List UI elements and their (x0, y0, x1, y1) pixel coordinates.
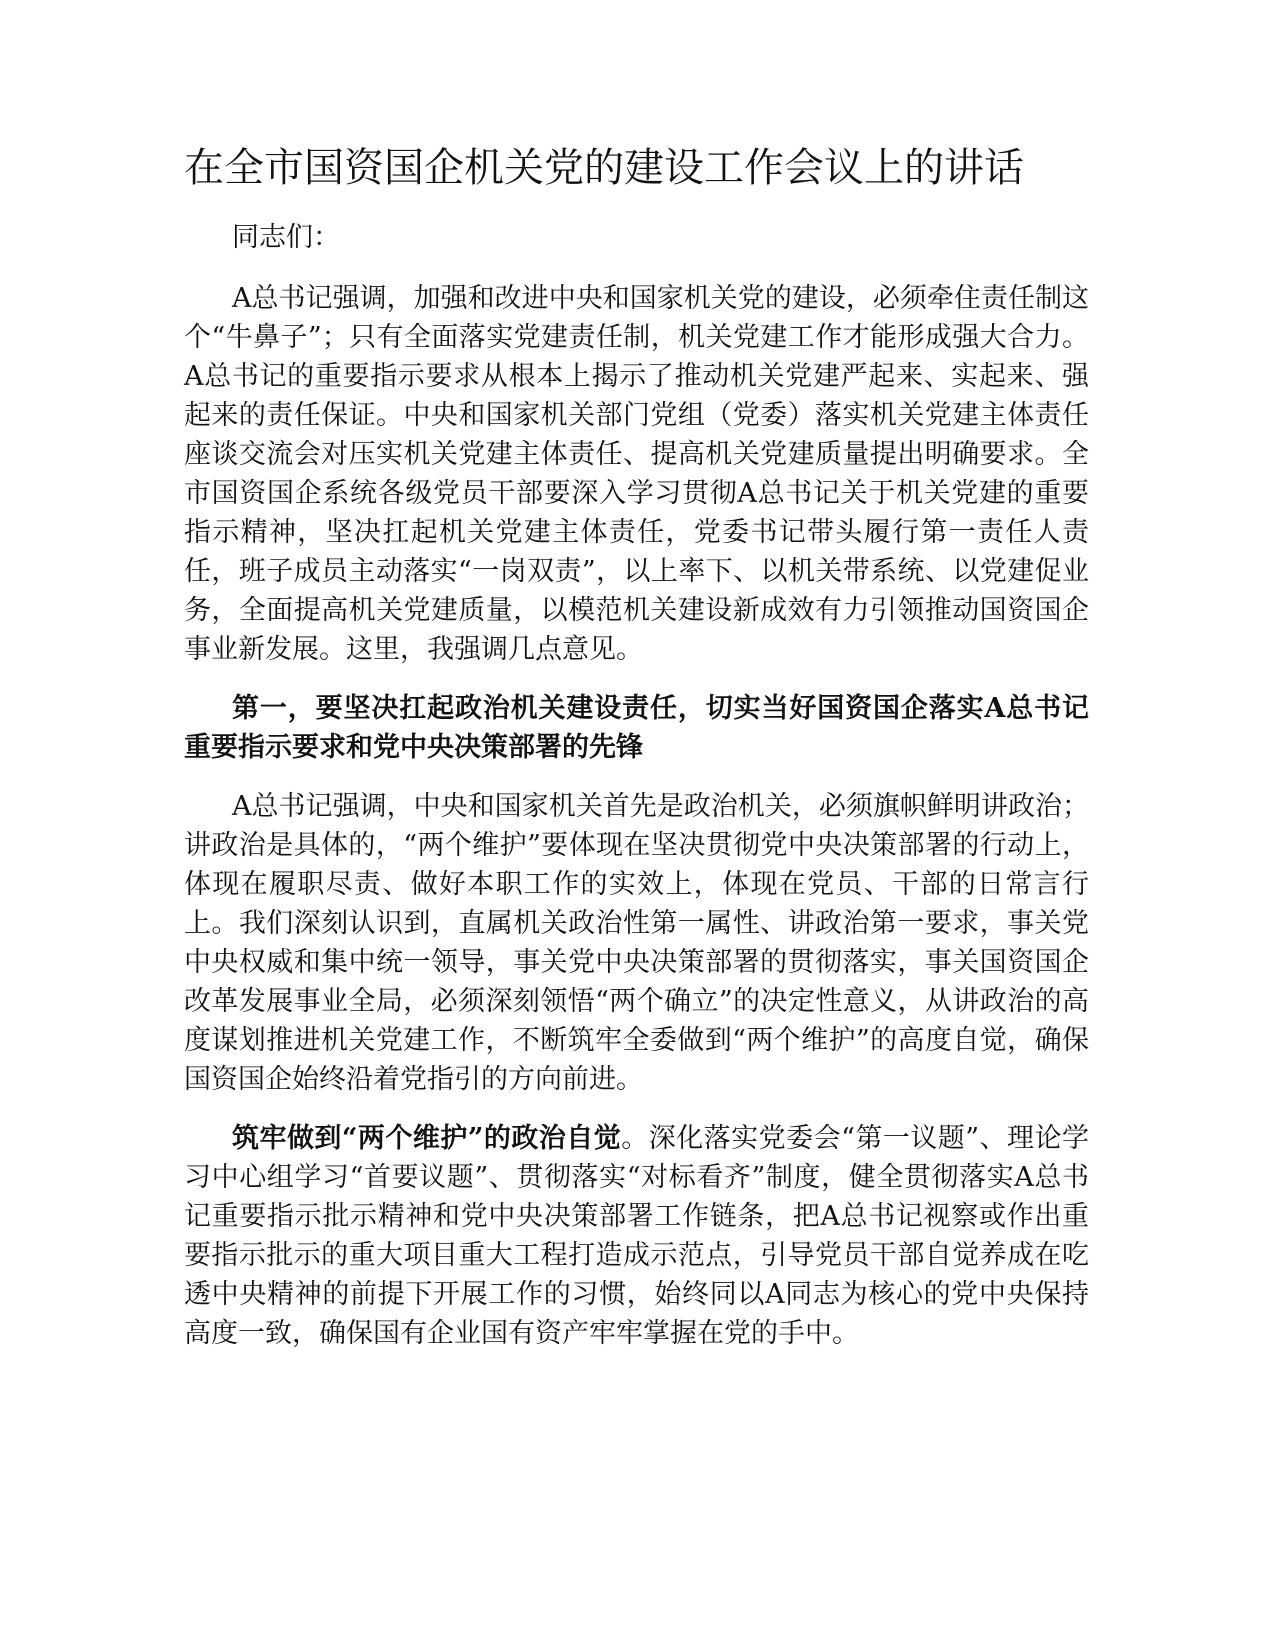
section-heading-1: 第一，要坚决扛起政治机关建设责任，切实当好国资国企落实A总书记重要指示要求和党中央决策部署的先锋 (184, 693, 1089, 763)
point-1-lead: 筑牢做到“两个维护”的政治自觉 (232, 1123, 622, 1154)
point-1-text: 。深化落实党委会“第一议题”、理论学习中心组学习“首要议题”、贯彻落实“对标看齐”制度，健全贯彻落实A总书记重要指示批示精神和党中央决策部署工作链条，把A总书记视察或作出重要指示批示的重大项目重大工程打造成示范点，引导党员干部自觉养成在吃透中央精神的前提下开展工作的习惯，始终同以A同志为核心的党中央保持高度一致，确保国有企业国有资产牢牢掌握在党的手中。 (184, 1123, 1089, 1349)
intro-paragraph: A总书记强调，加强和改进中央和国家机关党的建设，必须牵住责任制这个“牛鼻子”；只有全面落实党建责任制，机关党建工作才能形成强大合力。A总书记的重要指示要求从根本上揭示了推动机关党建严起来、实起来、强起来的责任保证。中央和国家机关部门党组（党委）落实机关党建主体责任座谈交流会对压实机关党建主体责任、提高机关党建质量提出明确要求。全市国资国企系统各级党员干部要深入学习贯彻A总书记关于机关党建的重要指示精神，坚决扛起机关党建主体责任，党委书记带头履行第一责任人责任，班子成员主动落实“一岗双责”，以上率下、以机关带系统、以党建促业务，全面提高机关党建质量，以模范机关建设新成效有力引领推动国资国企事业新发展。这里，我强调几点意见。 (184, 283, 1089, 665)
section-1-paragraph: A总书记强调，中央和国家机关首先是政治机关，必须旗帜鲜明讲政治；讲政治是具体的，“两个维护”要体现在坚决贯彻党中央决策部署的行动上，体现在履职尽责、做好本职工作的实效上，体现在党员、干部的日常言行上。我们深刻认识到，直属机关政治性第一属性、讲政治第一要求，事关党中央权威和集中统一领导，事关党中央决策部署的贯彻落实，事关国资国企改革发展事业全局，必须深刻领悟“两个确立”的决定性意义，从讲政治的高度谋划推进机关党建工作，不断筑牢全委做到“两个维护”的高度自觉，确保国资国企始终沿着党指引的方向前进。 (184, 791, 1089, 1095)
greeting: 同志们： (232, 222, 340, 253)
document-page (184, 138, 1089, 1373)
point-1-paragraph (184, 1119, 1089, 1353)
document-title: 在全市国资国企机关党的建设工作会议上的讲话 (184, 145, 1024, 191)
